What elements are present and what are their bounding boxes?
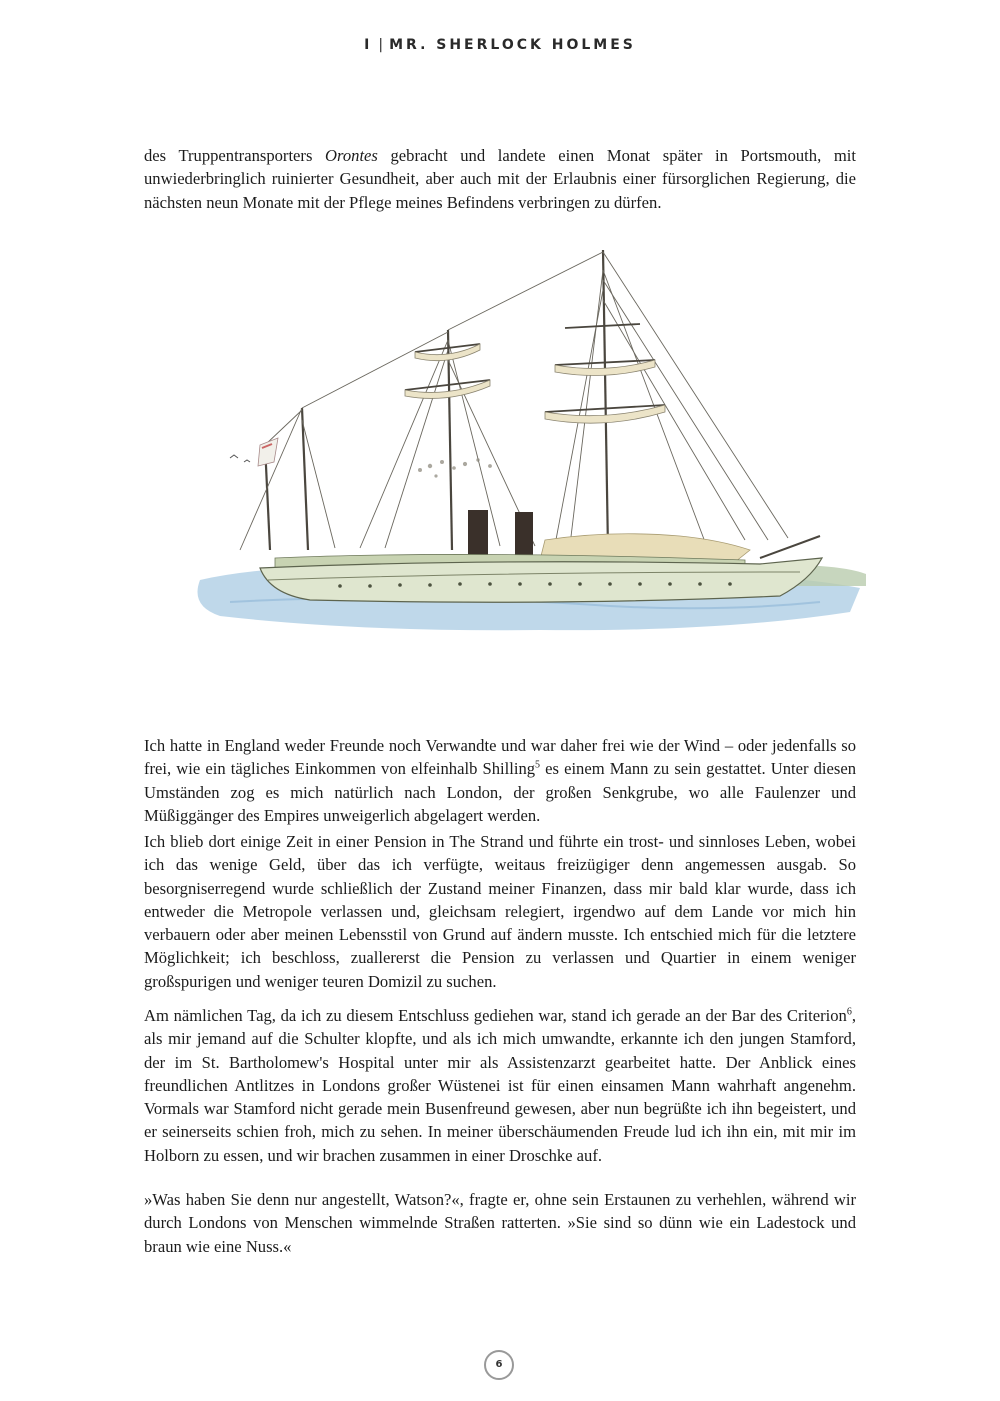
- hull: [260, 558, 822, 602]
- bowsprit: [760, 536, 820, 558]
- paragraph-1-text-a: des Truppentransporters: [144, 146, 326, 165]
- paragraph-5: »Was haben Sie denn nur angestellt, Watson?«, fragte er, ohne sein Erstaunen zu verhehlen, während wir durch Londons von Menschen wimmelnde Straßen ratterten. »Sie sind so dünn wie ein Ladestock und braun wie eine Nuss.«: [144, 1190, 856, 1256]
- paragraph-4-text-b: , als mir jemand auf die Schulter klopfte, und als ich mich umwandte, erkannte ich den jungen Stamford, der im St. Bartholomew's Hospital unter mir als Assistenzarzt gearbeitet hatte. Der Anblick eines freundlichen Antlitzes in Londons großer Wüstenei ist für einen einsamen Mann wahrhaft angenehm. Vormals war Stamford nicht gerade mein Busenfreund gewesen, aber nun begrüßte ich ihn begeistert, und er seinerseits schien froh, mich zu sehen. In meiner überschäumenden Freude lud ich ihn ein, mit mir im Holborn zu essen, und wir brachen zusammen in einer Droschke auf.: [144, 1006, 856, 1165]
- paragraph-4-text-a: Am nämlichen Tag, da ich zu diesem Entschluss gediehen war, stand ich gerade an der Bar des Criterion: [144, 1006, 847, 1025]
- funnel-fore: [515, 512, 533, 558]
- paragraph-1: [144, 144, 856, 214]
- chapter-number: I: [364, 37, 373, 53]
- funnel-aft: [468, 510, 488, 558]
- smoke: [418, 458, 492, 477]
- footnote-marker-6[interactable]: 6: [846, 1006, 852, 1018]
- paragraph-2: [144, 734, 856, 827]
- page-number: 6: [484, 1350, 514, 1380]
- paragraph-3: Ich blieb dort einige Zeit in einer Pension in The Strand und führte ein trost- und sinnloses Leben, wobei ich das wenige Geld, über das ich verfügte, weitaus freizügiger denn angemessen ausgab. So besorgniserregend wurde schließlich der Zustand meiner Finanzen, dass mir bald klar wurde, dass ich entweder die Metropole verlassen und, gleichsam relegiert, irgendwo auf dem Lande vor mich hin verbauern oder aber meinen Lebensstil von Grund auf ändern musste. Ich entschied mich für die letztere Möglichkeit; ich beschloss, zuallererst die Pension zu verlassen und Quartier in einem weniger großspurigen und weniger teuren Domizil zu suchen.: [144, 832, 856, 991]
- paragraph-1-text-b: gebracht und landete einen Monat später in Portsmouth, mit unwiederbringlich ruinierter Gesundheit, aber auch mit der Erlaubnis einer fürsorglichen Regierung, die nächsten neun Monate mit der Pflege meines Befindens verbringen zu dürfen.: [144, 146, 856, 212]
- furled-sails: [405, 344, 665, 423]
- rigging: [240, 252, 788, 550]
- paragraph-4: [144, 1004, 856, 1167]
- paragraph-2-text-b: es einem Mann zu sein gestattet. Unter diesen Umständen zog es mich natürlich nach London, der großen Senkgrube, wo alle Faulenzer und Müßiggänger des Empires unweigerlich abgelagert werden.: [144, 759, 856, 825]
- footnote-marker-5[interactable]: 5: [535, 759, 541, 771]
- header-separator: |: [378, 37, 384, 53]
- birds: [230, 455, 250, 462]
- paragraph-2-text-a: Ich hatte in England weder Freunde noch Verwandte und war daher frei wie der Wind – oder jedenfalls so frei, wie ein tägliches Einkommen von elfeinhalb Shilling: [144, 736, 856, 779]
- steamship-illustration: [160, 240, 870, 660]
- ship-name-italic: Orontes: [325, 146, 378, 165]
- flag: [258, 438, 278, 466]
- chapter-title: MR. SHERLOCK HOLMES: [389, 37, 636, 53]
- running-header: [0, 37, 1000, 53]
